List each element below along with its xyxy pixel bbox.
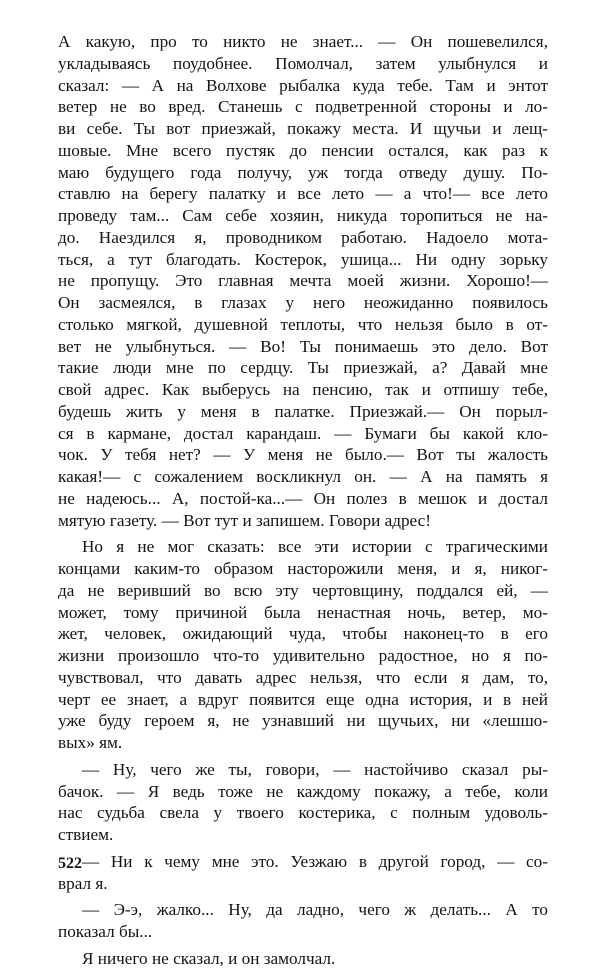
text-line: ветер не во вред. Станешь с подветренной стороны и ло- (58, 97, 548, 117)
text-line: да не веривший во всю эту чертовщину, поддался ей, — (58, 580, 548, 600)
text-line: Я ничего не сказал, и он замолчал. (82, 948, 336, 968)
text-line: чувствовал, что давать адрес нельзя, что если я дам, то, (58, 667, 548, 687)
text-line: Он засмеялся, в глазах у него неожиданно появилось (58, 293, 548, 312)
text-line: не надеюсь... А, постой-ка...— Он полез в мешок и достал (58, 488, 548, 508)
text-line: маю будущего года получу, уж тогда отведу душу. По- (58, 162, 548, 182)
text-line: уже буду героем я, не узнавший ни щучьих, ни «лешшо- (58, 711, 548, 731)
text-line: укладываясь поудобнее. Помолчал, затем улыбнулся и (58, 53, 548, 73)
paragraph-6 (58, 948, 548, 970)
text-line: ся в кармане, достал карандаш. — Бумаги бы какой кло- (58, 423, 548, 443)
text-line: ви себе. Ты вот приезжай, покажу места. И щучьи и лещ- (58, 119, 548, 138)
text-line: ставлю на берегу палатку и все лето — а что!— все лето (58, 184, 548, 204)
page-number: 522 (58, 855, 82, 872)
text-line: может, тому причиной была ненастная ночь, ветер, мо- (58, 602, 548, 622)
text-line: показал бы... (58, 922, 153, 941)
text-line: мятую газету. — Вот тут и запишем. Говори адрес! (58, 510, 431, 530)
text-line: жизни произошло что-то удивительно радостное, но я по- (58, 646, 548, 665)
text-line: бачок. — Я ведь тоже не каждому покажу, а тебе, коли (58, 781, 548, 801)
text-line: какая!— с сожалением воскликнул он. — А на память я (58, 467, 548, 486)
text-line: такие люди мне по сердцу. Ты приезжай, а? Давай мне (58, 358, 548, 378)
text-line: концами каким-то образом насторожили меня, и я, никог- (58, 559, 548, 578)
paragraph-1 (58, 31, 548, 531)
paragraph-3 (58, 759, 548, 846)
paragraph-2 (58, 536, 548, 754)
text-line: врал я. (58, 873, 108, 893)
text-line: А какую, про то никто не знает... — Он пошевелился, (58, 32, 548, 51)
text-line: жет, человек, ожидающий чуда, чтобы наконец-то в его (58, 624, 548, 644)
text-line: — Ну, чего же ты, говори, — настойчиво сказал ры- (82, 759, 548, 779)
text-line: сказал: — А на Волхове рыбалка куда тебе. Там и энтот (58, 75, 548, 95)
paragraph-5 (58, 899, 548, 943)
text-line: проведу там... Сам себе хозяин, никуда торопиться не на- (58, 206, 548, 225)
text-line: — Ни к чему мне это. Уезжаю в другой город, — со- (82, 851, 548, 871)
text-line: ться, а тут благодать. Костерок, ушица... Ни одну зорьку (58, 249, 548, 269)
text-line: вых» ям. (58, 733, 123, 752)
paragraph-4 (58, 851, 548, 895)
text-line: Но я не мог сказать: все эти истории с трагическими (82, 537, 548, 557)
text-line: черт ее знает, а вдруг появится еще одна история, и в ней (58, 689, 548, 709)
text-line: будешь жить у меня в палатке. Приезжай.— Он порыл- (58, 401, 548, 421)
text-line: до. Наездился я, проводником работаю. Надоело мота- (58, 227, 548, 247)
text-line: чок. У тебя нет? — У меня не было.— Вот ты жалость (58, 445, 548, 465)
text-line: шовые. Мне всего пустяк до пенсии остался, как раз к (58, 140, 548, 160)
text-line: ствием. (58, 825, 114, 844)
book-page-text (58, 31, 548, 970)
text-line: — Э-э, жалко... Ну, да ладно, чего ж делать... А то (82, 900, 548, 920)
text-line: свой адрес. Как выберусь на пенсию, так и отпишу тебе, (58, 380, 548, 399)
text-line: столько мягкой, душевной теплоты, что нельзя было в от- (58, 314, 548, 334)
text-line: вет не улыбнуться. — Во! Ты понимаешь это дело. Вот (58, 336, 548, 356)
text-line: нас судьба свела у твоего костерика, с полным удоволь- (58, 803, 548, 823)
text-line: не пропущу. Это главная мечта моей жизни. Хорошо!— (58, 271, 548, 291)
